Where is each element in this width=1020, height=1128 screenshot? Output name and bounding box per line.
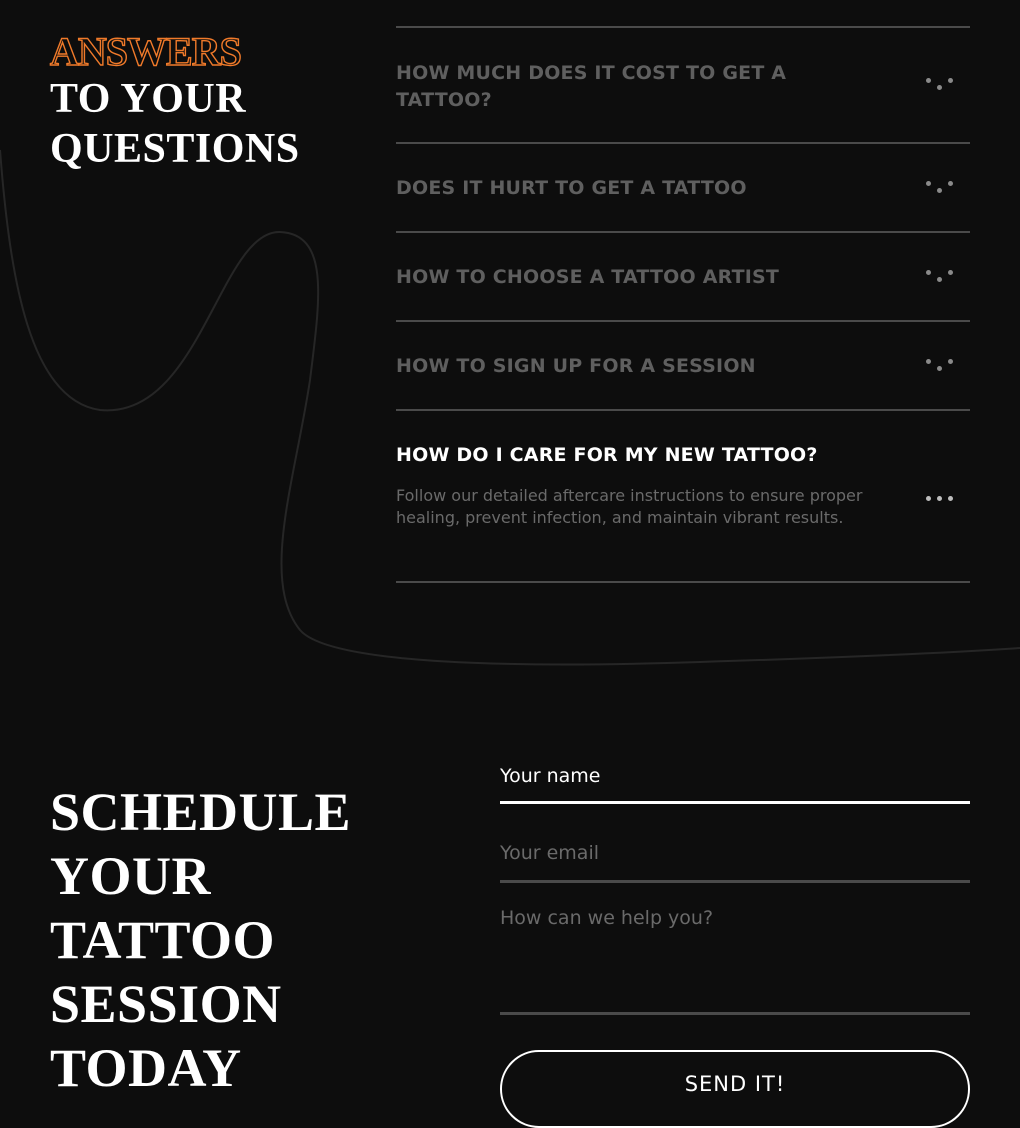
booking-form	[500, 750, 970, 1096]
dots-chevron-icon[interactable]	[924, 268, 956, 284]
faq-heading	[50, 30, 300, 174]
message-field	[500, 883, 970, 1015]
faq-item-artist[interactable]	[396, 231, 970, 320]
dots-chevron-icon[interactable]	[924, 357, 956, 373]
schedule-heading-line: TATTOO	[50, 910, 276, 970]
schedule-heading-line: SESSION	[50, 974, 282, 1034]
name-field	[500, 750, 970, 804]
email-field	[500, 804, 970, 883]
faq-item-pain[interactable]	[396, 142, 970, 231]
schedule-heading	[50, 780, 430, 1100]
faq-item-signup[interactable]	[396, 320, 970, 409]
send-button[interactable]: SEND IT!	[500, 1050, 970, 1128]
faq-answer: Follow our detailed aftercare instructions to ensure proper healing, prevent infection, and maintain vibrant results.	[396, 486, 863, 527]
faq-question: HOW DO I CARE FOR MY NEW TATTOO?	[396, 444, 818, 466]
faq-heading-line1: TO YOUR	[50, 76, 247, 122]
faq-list	[396, 26, 970, 583]
message-input[interactable]	[500, 907, 970, 987]
schedule-heading-line: SCHEDULE	[50, 782, 352, 842]
faq-heading-accent: ANSWERS	[50, 29, 241, 74]
faq-heading-line2: QUESTIONS	[50, 126, 300, 172]
dots-chevron-icon[interactable]	[924, 76, 956, 92]
email-input[interactable]	[500, 829, 970, 877]
faq-question: DOES IT HURT TO GET A TATTOO	[396, 177, 747, 199]
dots-horizontal-icon[interactable]	[924, 491, 956, 507]
faq-item-aftercare[interactable]	[396, 409, 970, 583]
faq-question: HOW TO CHOOSE A TATTOO ARTIST	[396, 266, 780, 288]
schedule-heading-line: YOUR	[50, 846, 211, 906]
faq-question: HOW TO SIGN UP FOR A SESSION	[396, 355, 756, 377]
faq-item-cost[interactable]	[396, 26, 970, 142]
name-input[interactable]	[500, 750, 970, 798]
faq-question: HOW MUCH DOES IT COST TO GET A TATTOO?	[396, 62, 787, 111]
schedule-heading-line: TODAY	[50, 1038, 242, 1098]
dots-chevron-icon[interactable]	[924, 179, 956, 195]
